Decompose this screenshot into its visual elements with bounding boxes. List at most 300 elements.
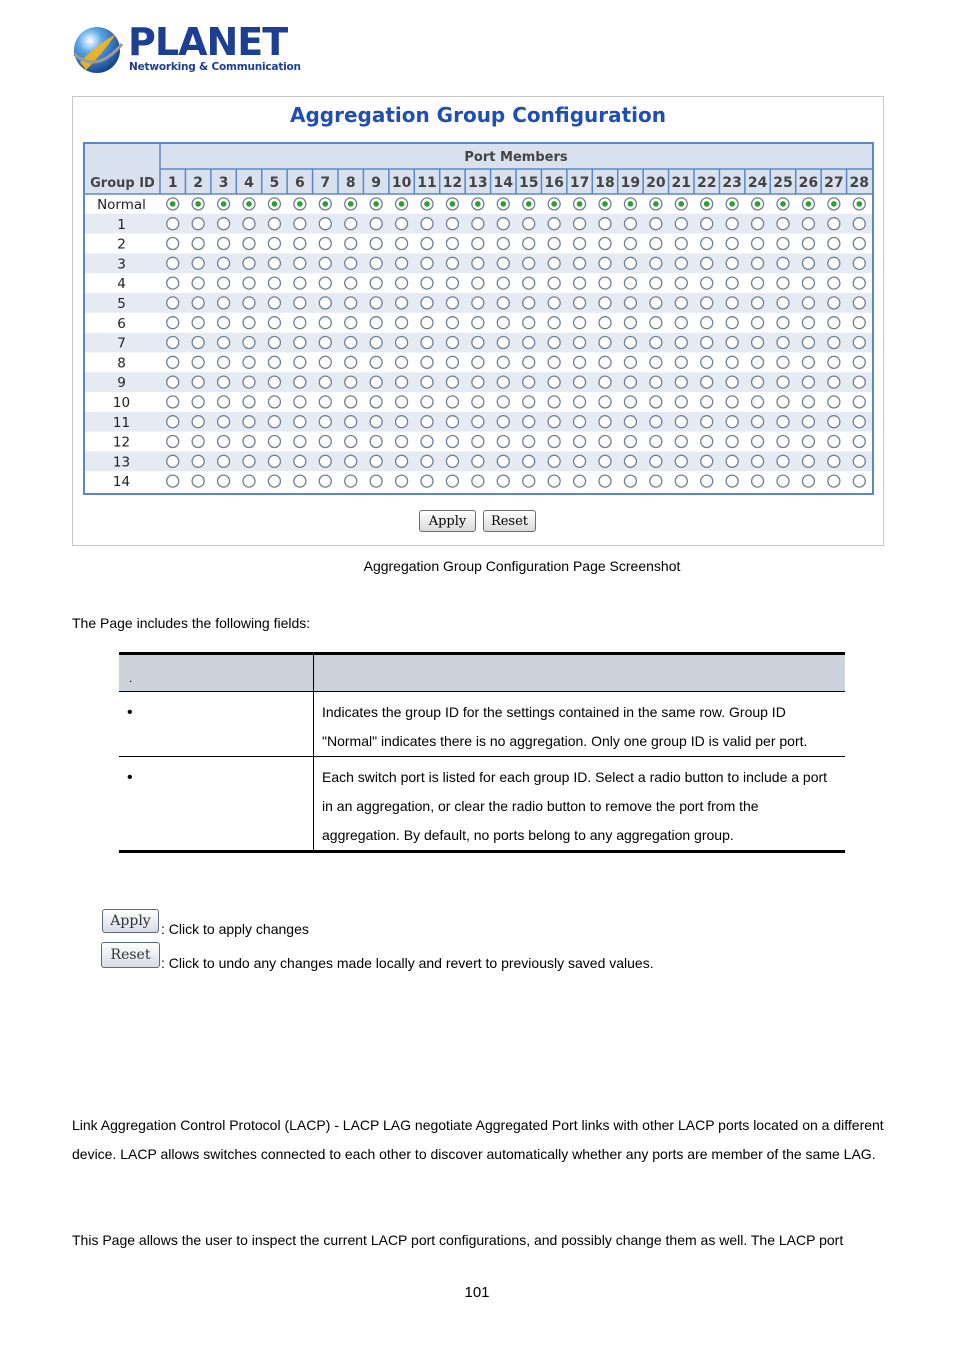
radio-button[interactable] [675, 356, 687, 368]
radio-button[interactable] [523, 317, 535, 329]
radio-button[interactable] [726, 297, 738, 309]
radio-button[interactable] [396, 475, 408, 487]
radio-button[interactable] [624, 297, 636, 309]
radio-button[interactable] [828, 356, 840, 368]
radio-button[interactable] [345, 376, 357, 388]
radio-button[interactable] [777, 218, 789, 230]
radio-button[interactable] [599, 396, 611, 408]
radio-button[interactable] [853, 356, 865, 368]
radio-button[interactable] [446, 376, 458, 388]
radio-button[interactable] [319, 455, 331, 467]
radio-button[interactable] [319, 356, 331, 368]
radio-button[interactable] [421, 376, 433, 388]
radio-button[interactable] [243, 376, 255, 388]
radio-button[interactable] [574, 257, 586, 269]
radio-button[interactable] [218, 416, 230, 428]
radio-button[interactable] [624, 416, 636, 428]
radio-button[interactable] [319, 396, 331, 408]
radio-button[interactable] [624, 396, 636, 408]
radio-button[interactable] [472, 257, 484, 269]
radio-button[interactable] [828, 396, 840, 408]
radio-button[interactable] [446, 416, 458, 428]
radio-button[interactable] [599, 475, 611, 487]
radio-button[interactable] [752, 436, 764, 448]
radio-button[interactable] [675, 297, 687, 309]
radio-button[interactable] [675, 277, 687, 289]
radio-button[interactable] [548, 238, 560, 250]
radio-button[interactable] [828, 436, 840, 448]
radio-button[interactable] [599, 277, 611, 289]
radio-button[interactable] [268, 455, 280, 467]
radio-button[interactable] [370, 337, 382, 349]
radio-button[interactable] [319, 297, 331, 309]
radio-button[interactable] [599, 356, 611, 368]
radio-button[interactable] [472, 218, 484, 230]
radio-button[interactable] [523, 356, 535, 368]
radio-button[interactable] [802, 238, 814, 250]
radio-button[interactable] [701, 356, 713, 368]
radio-button[interactable] [345, 297, 357, 309]
radio-button[interactable] [548, 257, 560, 269]
radio-button[interactable] [726, 396, 738, 408]
radio-button[interactable] [701, 317, 713, 329]
radio-button[interactable] [218, 337, 230, 349]
radio-button[interactable] [345, 475, 357, 487]
radio-button[interactable] [319, 416, 331, 428]
radio-button[interactable] [828, 455, 840, 467]
radio-button[interactable] [192, 455, 204, 467]
radio-button[interactable] [523, 337, 535, 349]
radio-button[interactable] [701, 475, 713, 487]
radio-button[interactable] [624, 317, 636, 329]
radio-button[interactable] [497, 356, 509, 368]
radio-button[interactable] [752, 455, 764, 467]
radio-button[interactable] [752, 297, 764, 309]
radio-button[interactable] [523, 396, 535, 408]
radio-button[interactable] [777, 257, 789, 269]
radio-button[interactable] [167, 238, 179, 250]
radio-button[interactable] [268, 396, 280, 408]
radio-button[interactable] [345, 455, 357, 467]
radio-button[interactable] [802, 277, 814, 289]
radio-button[interactable] [243, 218, 255, 230]
radio-button[interactable] [777, 455, 789, 467]
radio-button[interactable] [319, 277, 331, 289]
radio-button[interactable] [726, 455, 738, 467]
radio-button[interactable] [828, 475, 840, 487]
radio-button[interactable] [218, 238, 230, 250]
radio-button[interactable] [421, 218, 433, 230]
radio-button[interactable] [370, 257, 382, 269]
radio-button[interactable] [650, 436, 662, 448]
radio-button[interactable] [268, 218, 280, 230]
radio-button[interactable] [624, 356, 636, 368]
radio-button[interactable] [828, 317, 840, 329]
radio-button[interactable] [828, 238, 840, 250]
radio-button[interactable] [497, 277, 509, 289]
radio-button[interactable] [675, 455, 687, 467]
radio-button[interactable] [268, 475, 280, 487]
radio-button[interactable] [268, 317, 280, 329]
radio-button[interactable] [268, 297, 280, 309]
radio-button[interactable] [675, 396, 687, 408]
radio-button[interactable] [752, 218, 764, 230]
radio-button[interactable] [370, 238, 382, 250]
radio-button[interactable] [701, 455, 713, 467]
radio-button[interactable] [167, 337, 179, 349]
radio-button[interactable] [319, 317, 331, 329]
radio-button[interactable] [802, 396, 814, 408]
radio-button[interactable] [828, 416, 840, 428]
radio-button[interactable] [243, 475, 255, 487]
radio-button[interactable] [472, 317, 484, 329]
radio-button[interactable] [345, 218, 357, 230]
radio-button[interactable] [472, 238, 484, 250]
radio-button[interactable] [370, 317, 382, 329]
radio-button[interactable] [294, 356, 306, 368]
radio-button[interactable] [472, 277, 484, 289]
radio-button[interactable] [319, 218, 331, 230]
radio-button[interactable] [218, 475, 230, 487]
radio-button[interactable] [624, 238, 636, 250]
radio-button[interactable] [396, 455, 408, 467]
radio-button[interactable] [624, 257, 636, 269]
radio-button[interactable] [853, 416, 865, 428]
radio-button[interactable] [268, 436, 280, 448]
radio-button[interactable] [650, 356, 662, 368]
radio-button[interactable] [294, 416, 306, 428]
radio-button[interactable] [345, 337, 357, 349]
radio-button[interactable] [701, 257, 713, 269]
radio-button[interactable] [523, 238, 535, 250]
radio-button[interactable] [192, 376, 204, 388]
radio-button[interactable] [624, 277, 636, 289]
radio-button[interactable] [802, 218, 814, 230]
radio-button[interactable] [650, 396, 662, 408]
radio-button[interactable] [650, 475, 662, 487]
radio-button[interactable] [701, 376, 713, 388]
radio-button[interactable] [853, 238, 865, 250]
radio-button[interactable] [192, 356, 204, 368]
radio-button[interactable] [853, 257, 865, 269]
radio-button[interactable] [777, 396, 789, 408]
radio-button[interactable] [726, 317, 738, 329]
radio-button[interactable] [167, 436, 179, 448]
radio-button[interactable] [624, 475, 636, 487]
radio-button[interactable] [574, 475, 586, 487]
radio-button[interactable] [777, 356, 789, 368]
radio-button[interactable] [650, 455, 662, 467]
radio-button[interactable] [396, 396, 408, 408]
radio-button[interactable] [497, 238, 509, 250]
radio-button[interactable] [548, 356, 560, 368]
radio-button[interactable] [701, 436, 713, 448]
radio-button[interactable] [853, 376, 865, 388]
radio-button[interactable] [650, 238, 662, 250]
radio-button[interactable] [294, 277, 306, 289]
radio-button[interactable] [167, 396, 179, 408]
radio-button[interactable] [396, 297, 408, 309]
radio-button[interactable] [548, 218, 560, 230]
radio-button[interactable] [472, 337, 484, 349]
radio-button[interactable] [446, 436, 458, 448]
radio-button[interactable] [396, 376, 408, 388]
radio-button[interactable] [777, 238, 789, 250]
radio-button[interactable] [319, 475, 331, 487]
radio-button[interactable] [828, 277, 840, 289]
radio-button[interactable] [345, 257, 357, 269]
radio-button[interactable] [828, 376, 840, 388]
radio-button[interactable] [472, 436, 484, 448]
radio-button[interactable] [497, 218, 509, 230]
radio-button[interactable] [701, 416, 713, 428]
radio-button[interactable] [574, 416, 586, 428]
radio-button[interactable] [523, 277, 535, 289]
radio-button[interactable] [701, 218, 713, 230]
radio-button[interactable] [268, 416, 280, 428]
radio-button[interactable] [523, 218, 535, 230]
radio-button[interactable] [650, 297, 662, 309]
radio-button[interactable] [446, 257, 458, 269]
radio-button[interactable] [675, 475, 687, 487]
radio-button[interactable] [802, 317, 814, 329]
radio-button[interactable] [650, 317, 662, 329]
radio-button[interactable] [243, 277, 255, 289]
radio-button[interactable] [777, 337, 789, 349]
radio-button[interactable] [726, 475, 738, 487]
radio-button[interactable] [396, 257, 408, 269]
radio-button[interactable] [548, 297, 560, 309]
radio-button[interactable] [446, 277, 458, 289]
radio-button[interactable] [853, 396, 865, 408]
radio-button[interactable] [167, 297, 179, 309]
radio-button[interactable] [650, 218, 662, 230]
radio-button[interactable] [853, 297, 865, 309]
radio-button[interactable] [599, 455, 611, 467]
radio-button[interactable] [675, 376, 687, 388]
reset-button[interactable]: Reset [483, 510, 536, 532]
radio-button[interactable] [828, 218, 840, 230]
radio-button[interactable] [726, 277, 738, 289]
radio-button[interactable] [192, 475, 204, 487]
radio-button[interactable] [243, 337, 255, 349]
radio-button[interactable] [218, 436, 230, 448]
radio-button[interactable] [599, 257, 611, 269]
radio-button[interactable] [294, 337, 306, 349]
radio-button[interactable] [675, 337, 687, 349]
radio-button[interactable] [497, 455, 509, 467]
radio-button[interactable] [853, 455, 865, 467]
radio-button[interactable] [192, 297, 204, 309]
radio-button[interactable] [599, 416, 611, 428]
radio-button[interactable] [726, 356, 738, 368]
radio-button[interactable] [802, 416, 814, 428]
radio-button[interactable] [650, 416, 662, 428]
radio-button[interactable] [294, 455, 306, 467]
radio-button[interactable] [574, 218, 586, 230]
radio-button[interactable] [624, 455, 636, 467]
radio-button[interactable] [345, 277, 357, 289]
radio-button[interactable] [294, 317, 306, 329]
radio-button[interactable] [701, 238, 713, 250]
radio-button[interactable] [370, 376, 382, 388]
radio-button[interactable] [446, 475, 458, 487]
radio-button[interactable] [726, 238, 738, 250]
radio-button[interactable] [548, 317, 560, 329]
radio-button[interactable] [497, 297, 509, 309]
radio-button[interactable] [523, 475, 535, 487]
radio-button[interactable] [574, 277, 586, 289]
radio-button[interactable] [828, 337, 840, 349]
radio-button[interactable] [268, 238, 280, 250]
radio-button[interactable] [802, 356, 814, 368]
radio-button[interactable] [548, 396, 560, 408]
radio-button[interactable] [243, 238, 255, 250]
radio-button[interactable] [802, 475, 814, 487]
radio-button[interactable] [446, 218, 458, 230]
radio-button[interactable] [370, 396, 382, 408]
radio-button[interactable] [446, 356, 458, 368]
radio-button[interactable] [192, 416, 204, 428]
radio-button[interactable] [370, 356, 382, 368]
radio-button[interactable] [167, 218, 179, 230]
radio-button[interactable] [370, 416, 382, 428]
radio-button[interactable] [370, 297, 382, 309]
radio-button[interactable] [243, 436, 255, 448]
radio-button[interactable] [396, 356, 408, 368]
radio-button[interactable] [650, 376, 662, 388]
radio-button[interactable] [548, 436, 560, 448]
radio-button[interactable] [167, 376, 179, 388]
radio-button[interactable] [599, 376, 611, 388]
radio-button[interactable] [599, 218, 611, 230]
radio-button[interactable] [523, 376, 535, 388]
radio-button[interactable] [218, 317, 230, 329]
radio-button[interactable] [752, 257, 764, 269]
radio-button[interactable] [294, 396, 306, 408]
radio-button[interactable] [294, 218, 306, 230]
apply-button[interactable]: Apply [419, 510, 476, 532]
radio-button[interactable] [167, 475, 179, 487]
radio-button[interactable] [574, 238, 586, 250]
radio-button[interactable] [345, 356, 357, 368]
radio-button[interactable] [421, 337, 433, 349]
radio-button[interactable] [472, 376, 484, 388]
radio-button[interactable] [497, 257, 509, 269]
radio-button[interactable] [192, 277, 204, 289]
radio-button[interactable] [421, 317, 433, 329]
radio-button[interactable] [294, 436, 306, 448]
radio-button[interactable] [853, 277, 865, 289]
radio-button[interactable] [421, 436, 433, 448]
radio-button[interactable] [802, 376, 814, 388]
radio-button[interactable] [726, 416, 738, 428]
radio-button[interactable] [828, 257, 840, 269]
radio-button[interactable] [497, 475, 509, 487]
radio-button[interactable] [396, 317, 408, 329]
radio-button[interactable] [396, 277, 408, 289]
radio-button[interactable] [294, 376, 306, 388]
radio-button[interactable] [548, 455, 560, 467]
radio-button[interactable] [599, 436, 611, 448]
radio-button[interactable] [497, 376, 509, 388]
radio-button[interactable] [853, 436, 865, 448]
radio-button[interactable] [777, 317, 789, 329]
radio-button[interactable] [802, 455, 814, 467]
radio-button[interactable] [167, 257, 179, 269]
radio-button[interactable] [472, 455, 484, 467]
radio-button[interactable] [421, 297, 433, 309]
radio-button[interactable] [370, 218, 382, 230]
radio-button[interactable] [650, 277, 662, 289]
radio-button[interactable] [268, 376, 280, 388]
radio-button[interactable] [624, 436, 636, 448]
radio-button[interactable] [726, 376, 738, 388]
radio-button[interactable] [421, 416, 433, 428]
radio-button[interactable] [574, 317, 586, 329]
radio-button[interactable] [853, 317, 865, 329]
radio-button[interactable] [396, 218, 408, 230]
radio-button[interactable] [701, 337, 713, 349]
radio-button[interactable] [218, 376, 230, 388]
radio-button[interactable] [853, 475, 865, 487]
radio-button[interactable] [497, 396, 509, 408]
radio-button[interactable] [574, 337, 586, 349]
radio-button[interactable] [752, 277, 764, 289]
radio-button[interactable] [243, 396, 255, 408]
radio-button[interactable] [523, 416, 535, 428]
radio-button[interactable] [497, 317, 509, 329]
radio-button[interactable] [192, 218, 204, 230]
radio-button[interactable] [828, 297, 840, 309]
radio-button[interactable] [319, 376, 331, 388]
radio-button[interactable] [319, 436, 331, 448]
radio-button[interactable] [472, 475, 484, 487]
radio-button[interactable] [574, 356, 586, 368]
radio-button[interactable] [574, 297, 586, 309]
radio-button[interactable] [370, 277, 382, 289]
radio-button[interactable] [548, 475, 560, 487]
radio-button[interactable] [675, 436, 687, 448]
radio-button[interactable] [421, 475, 433, 487]
radio-button[interactable] [472, 297, 484, 309]
radio-button[interactable] [472, 356, 484, 368]
radio-button[interactable] [701, 297, 713, 309]
radio-button[interactable] [726, 337, 738, 349]
radio-button[interactable] [167, 356, 179, 368]
radio-button[interactable] [624, 376, 636, 388]
radio-button[interactable] [574, 376, 586, 388]
radio-button[interactable] [574, 455, 586, 467]
radio-button[interactable] [167, 317, 179, 329]
radio-button[interactable] [472, 396, 484, 408]
radio-button[interactable] [268, 356, 280, 368]
radio-button[interactable] [752, 337, 764, 349]
radio-button[interactable] [345, 396, 357, 408]
radio-button[interactable] [624, 337, 636, 349]
apply-button-sample[interactable]: Apply [102, 909, 159, 933]
radio-button[interactable] [777, 376, 789, 388]
radio-button[interactable] [853, 218, 865, 230]
radio-button[interactable] [218, 455, 230, 467]
radio-button[interactable] [192, 238, 204, 250]
radio-button[interactable] [446, 396, 458, 408]
radio-button[interactable] [319, 257, 331, 269]
radio-button[interactable] [192, 257, 204, 269]
radio-button[interactable] [319, 337, 331, 349]
radio-button[interactable] [574, 396, 586, 408]
radio-button[interactable] [421, 257, 433, 269]
